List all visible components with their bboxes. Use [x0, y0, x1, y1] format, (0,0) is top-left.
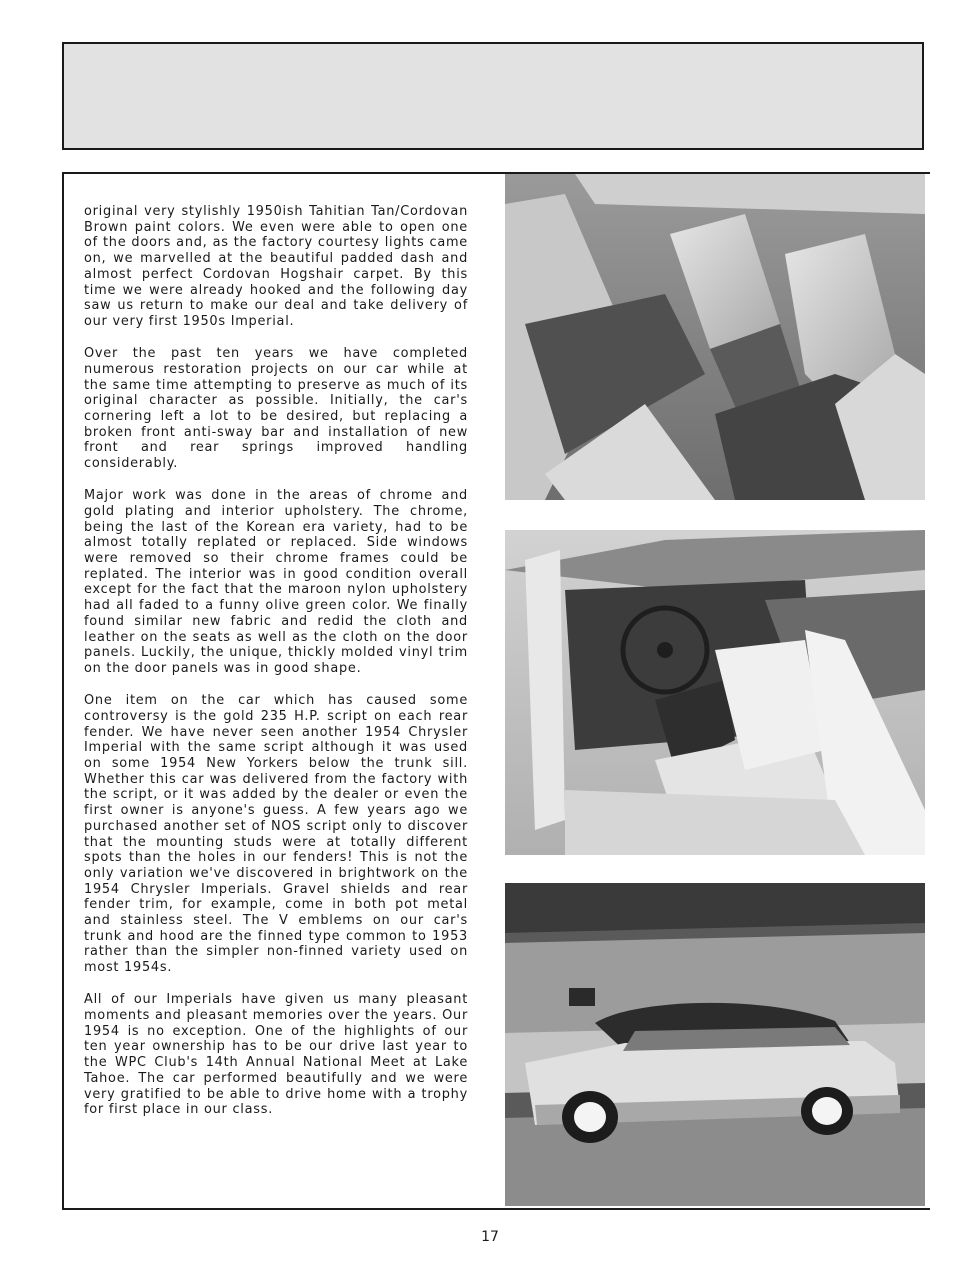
- article-paragraph-4: One item on the car which has caused some controversy is the gold 235 H.P. script on each rear fender. We have never seen another 1954 Chrysler Imperial with the same script although it was used on some 1954 New Yorkers below the trunk sill. Whether this car was delivered from the factory with the script, or it was added by the dealer or even the first owner is anyone's guess. A few years ago we purchased another set of NOS script only to discover that the mounting studs were at totally different spots than the holes in our fenders! This is not the only variation we've discovered in brightwork on the 1954 Chrysler Imperials. Gravel shields and rear fender trim, for example, come in both pot metal and stainless steel. The V emblems on our car's trunk and hood are the finned type common to 1953 rather than the simpler non-finned variety used on most 1954s.: [84, 693, 468, 976]
- car-exterior-photo: [505, 883, 925, 1206]
- article-paragraph-1: original very stylishly 1950ish Tahitian Tan/Cordovan Brown paint colors. We even were able to open one of the doors and, as the factory courtesy lights came on, we marvelled at the beautiful padded dash and almost perfect Cordovan Hogshair carpet. By this time we were already hooked and the following day saw us return to make our deal and take delivery of our very first 1950s Imperial.: [84, 204, 468, 329]
- page-number: 17: [481, 1229, 499, 1245]
- header-banner-box: [62, 42, 924, 150]
- article-paragraph-3: Major work was done in the areas of chrome and gold plating and interior upholstery. The chrome, being the last of the Korean era variety, had to be almost totally replated or replaced. Side windows were removed so their chrome frames could be replated. The interior was in good condition overall except for the fact that the maroon nylon upholstery had all faded to a funny olive green color. We finally found similar new fabric and redid the cloth and leather on the seats as well as the cloth on the door panels. Luckily, the unique, thickly molded vinyl trim on the door panels was in good shape.: [84, 488, 468, 676]
- article-paragraph-5: All of our Imperials have given us many pleasant moments and pleasant memories over the years. Our 1954 is no exception. One of the highlights of our ten year ownership has to be our drive last year to the WPC Club's 14th Annual National Meet at Lake Tahoe. The car performed beautifully and we were very gratified to be able to drive home with a trophy for first place in our class.: [84, 992, 468, 1118]
- article-paragraph-2: Over the past ten years we have completed numerous restoration projects on our car while at the same time attempting to preserve as much of its original character as possible. Initially, the car's cornering left a lot to be desired, but replacing a broken front anti-sway bar and installation of new front and rear springs improved handling considerably.: [84, 346, 468, 472]
- article-text-column: [84, 204, 468, 1134]
- open-door-dashboard-photo: [505, 530, 925, 855]
- interior-seats-photo: [505, 174, 925, 500]
